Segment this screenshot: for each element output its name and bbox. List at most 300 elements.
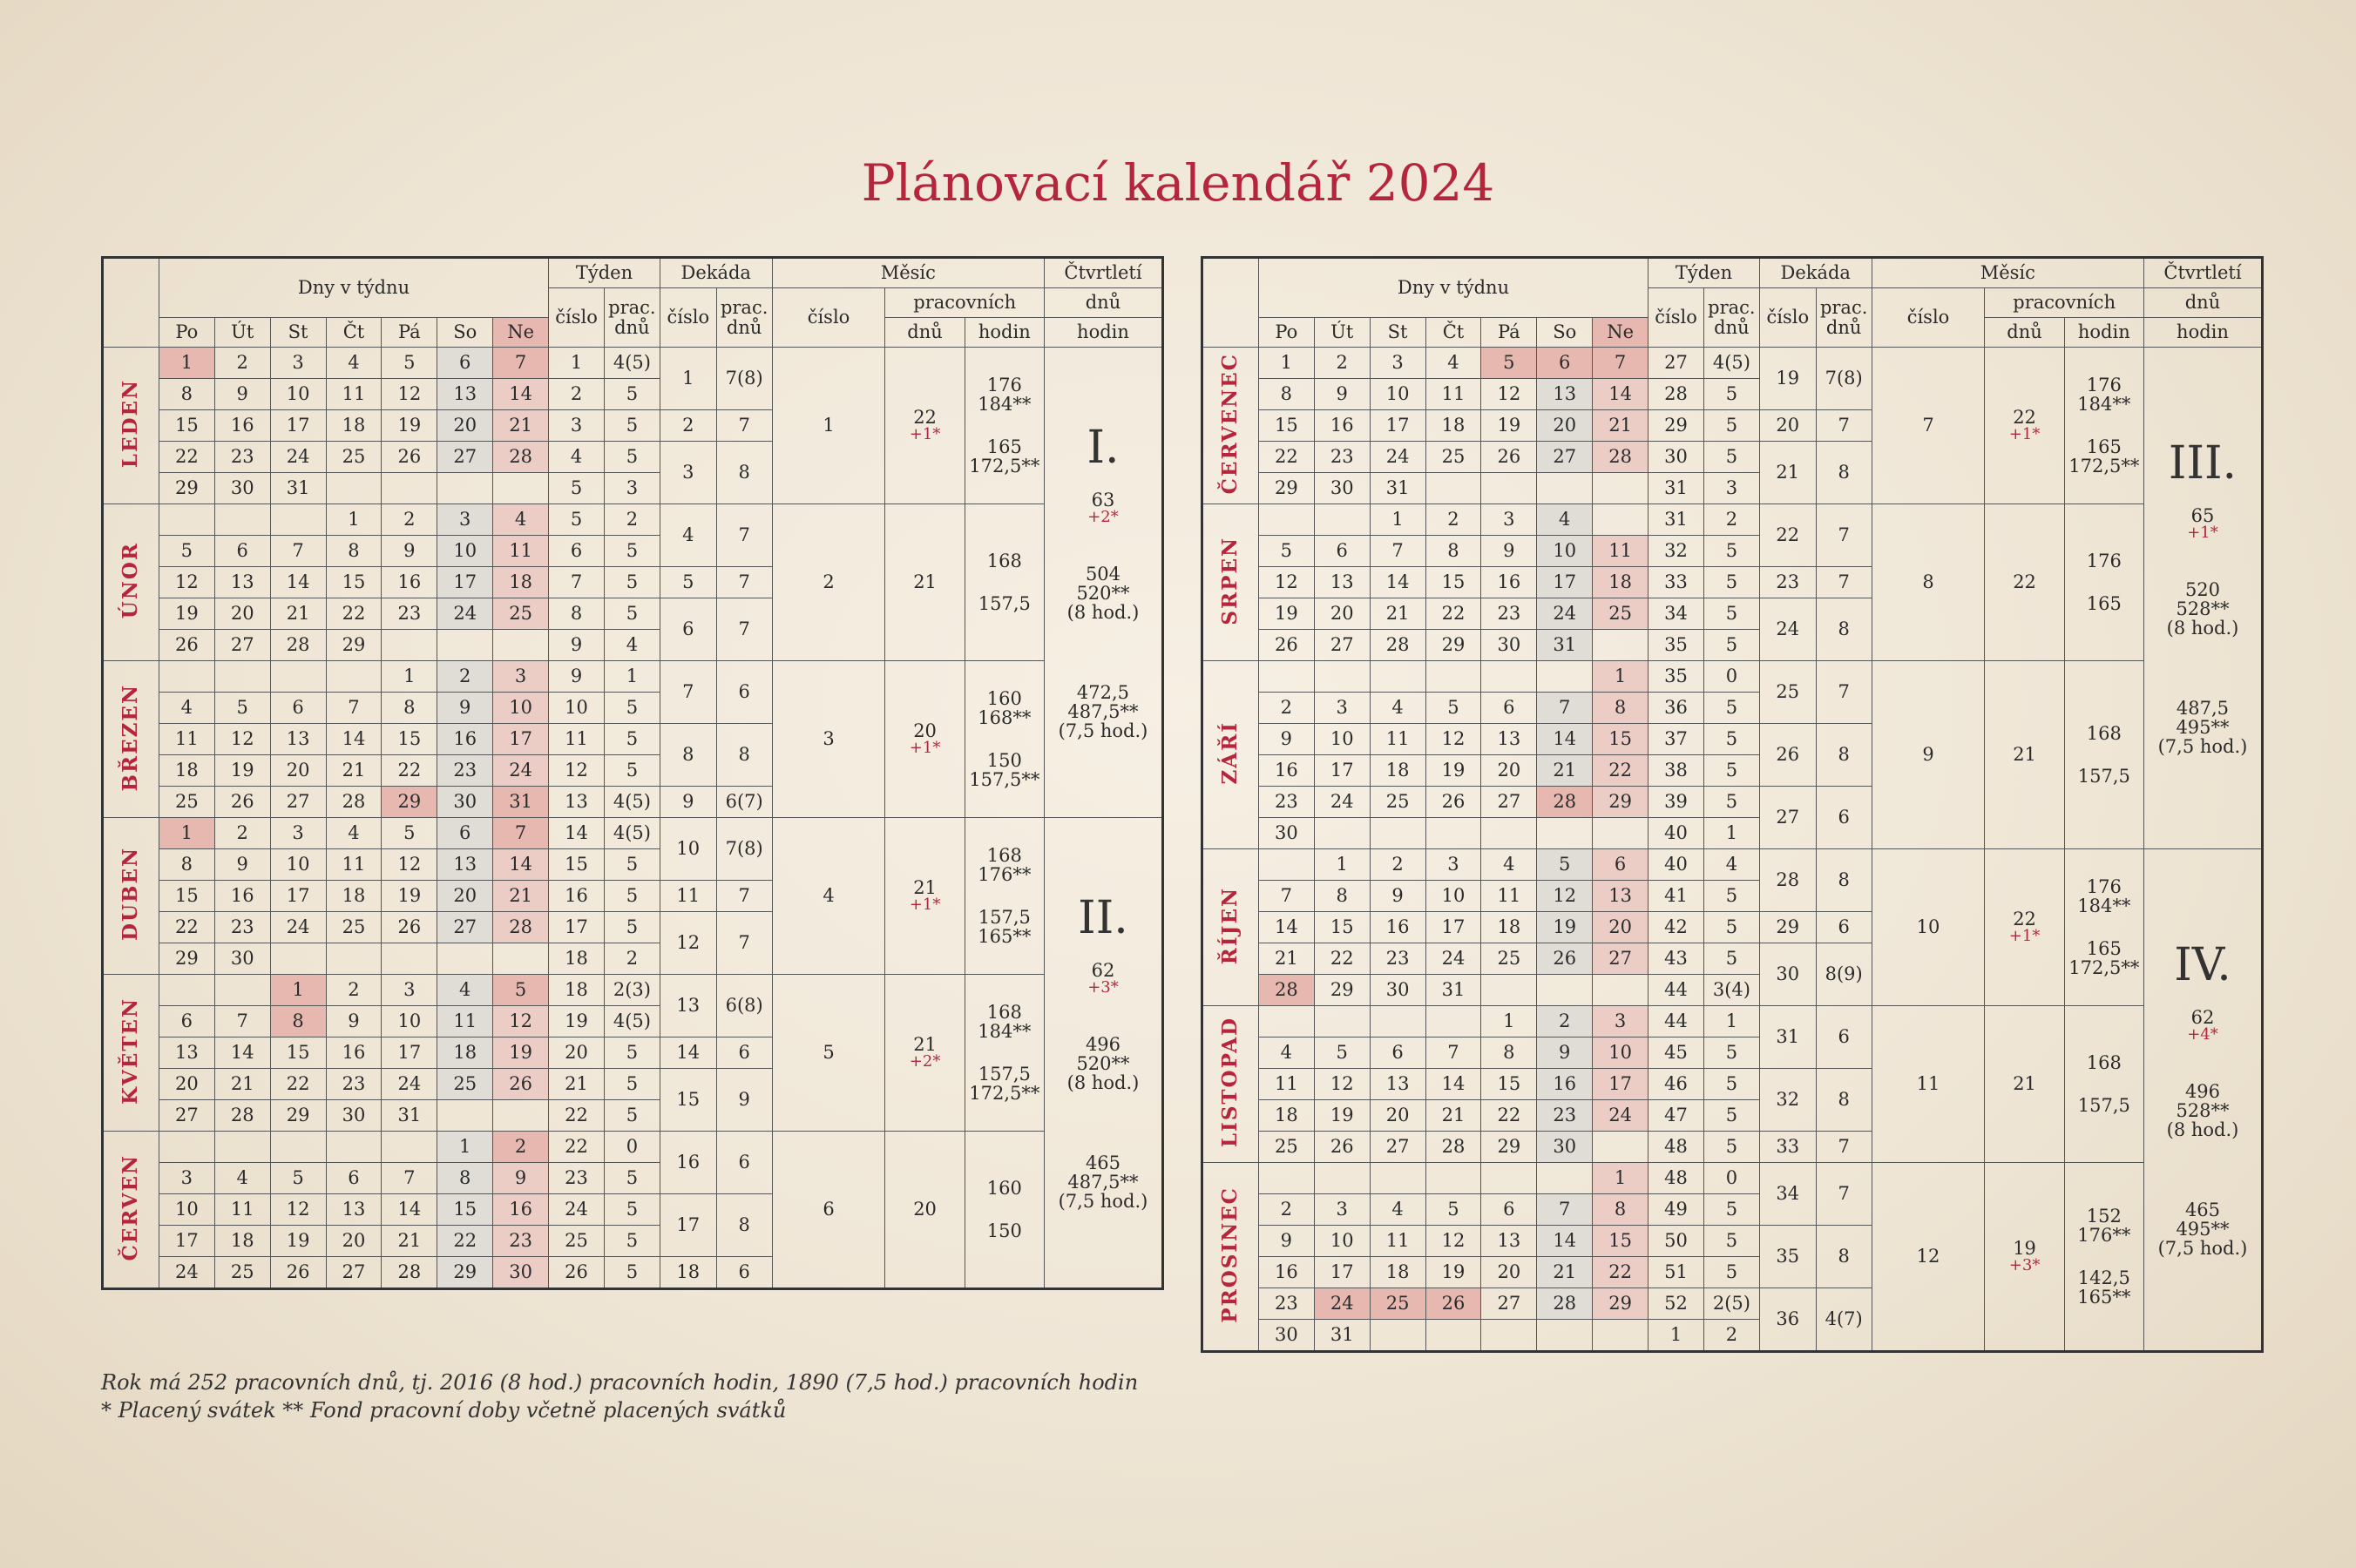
day-cell: 31 xyxy=(1425,975,1481,1006)
day-cell xyxy=(214,975,270,1006)
decade-workdays: 8 xyxy=(1816,1226,1872,1288)
week-number: 35 xyxy=(1649,661,1704,693)
month-hours xyxy=(965,661,1044,818)
day-cell: 15 xyxy=(382,724,437,755)
day-cell: 17 xyxy=(437,567,493,598)
month-hours-line: 172,5** xyxy=(2068,956,2140,978)
quarter-hours-h5: 495** xyxy=(2176,717,2230,739)
day-cell: 1 xyxy=(382,661,437,693)
header-cislo-2: číslo xyxy=(660,288,716,348)
header-prac_dnu-1: prac. dnů xyxy=(604,288,660,348)
decade-workdays: 6(8) xyxy=(716,975,772,1037)
day-cell: 14 xyxy=(493,849,549,881)
month-hours-line: 165 xyxy=(2086,937,2122,959)
day-cell: 9 xyxy=(493,1163,549,1194)
week-workdays: 1 xyxy=(604,661,660,693)
month-hours-line xyxy=(2065,415,2143,437)
week-number: 18 xyxy=(549,943,605,975)
month-number: 8 xyxy=(1872,504,1985,661)
decade-workdays: 8 xyxy=(1816,1069,1872,1132)
day-cell: 27 xyxy=(270,787,326,818)
week-workdays: 5 xyxy=(1703,724,1759,755)
day-cell: 6 xyxy=(1537,348,1593,379)
day-cell: 24 xyxy=(270,912,326,943)
week-workdays: 0 xyxy=(1703,1163,1759,1194)
day-cell: 5 xyxy=(159,536,214,567)
day-cell: 3 xyxy=(1314,693,1370,724)
day-cell: 15 xyxy=(270,1037,326,1069)
day-cell xyxy=(1370,1163,1425,1194)
header-cislo-0: číslo xyxy=(549,288,605,348)
day-cell: 23 xyxy=(1537,1100,1593,1132)
month-workdays-value: 20 xyxy=(913,720,937,742)
decade-workdays: 7 xyxy=(1816,410,1872,442)
day-cell: 26 xyxy=(1258,630,1314,661)
quarter-roman: III. xyxy=(2168,436,2238,490)
month-name-cell xyxy=(103,348,159,504)
day-cell: 11 xyxy=(1258,1069,1314,1100)
day-cell: 8 xyxy=(1593,693,1649,724)
week-number: 39 xyxy=(1649,787,1704,818)
week-workdays: 5 xyxy=(604,1100,660,1132)
day-cell: 3 xyxy=(1425,849,1481,881)
month-workdays-value: 21 xyxy=(2013,744,2036,766)
day-cell: 5 xyxy=(382,348,437,379)
day-cell: 15 xyxy=(1593,724,1649,755)
week-number: 44 xyxy=(1649,1006,1704,1037)
week-number: 44 xyxy=(1649,975,1704,1006)
day-cell: 7 xyxy=(1258,881,1314,912)
decade-number: 23 xyxy=(1759,567,1816,598)
day-cell: 22 xyxy=(159,442,214,473)
day-cell: 2 xyxy=(1258,1194,1314,1226)
day-cell: 26 xyxy=(270,1257,326,1289)
day-cell: 10 xyxy=(270,379,326,410)
month-hours xyxy=(2064,348,2143,504)
day-cell: 16 xyxy=(437,724,493,755)
decade-number: 25 xyxy=(1759,661,1816,724)
day-cell: 27 xyxy=(437,912,493,943)
day-cell: 23 xyxy=(382,598,437,630)
quarter-hours-h1: 496 xyxy=(2184,1081,2221,1103)
month-name: BŘEZEN xyxy=(118,683,143,792)
day-cell: 16 xyxy=(1481,567,1537,598)
day-cell xyxy=(1425,1163,1481,1194)
day-cell: 6 xyxy=(1593,849,1649,881)
quarter-hours-h5: 487,5** xyxy=(1067,701,1139,723)
day-cell: 10 xyxy=(493,693,549,724)
week-workdays: 4(5) xyxy=(604,818,660,849)
week-workdays: 5 xyxy=(604,1257,660,1289)
header-month-hodin: hodin xyxy=(965,318,1044,348)
day-cell: 2 xyxy=(493,1132,549,1163)
day-cell xyxy=(382,630,437,661)
week-number: 11 xyxy=(549,724,605,755)
week-workdays: 5 xyxy=(604,693,660,724)
week-number: 29 xyxy=(1649,410,1704,442)
month-name-cell xyxy=(1202,348,1259,504)
day-cell: 22 xyxy=(1314,943,1370,975)
week-number: 1 xyxy=(549,348,605,379)
week-number: 5 xyxy=(549,473,605,504)
day-cell: 5 xyxy=(382,818,437,849)
month-name-cell xyxy=(103,661,159,818)
week-workdays: 5 xyxy=(604,442,660,473)
month-workdays-value: 21 xyxy=(2013,1073,2036,1095)
week-number: 19 xyxy=(549,1006,605,1037)
day-header-5: So xyxy=(1537,318,1593,348)
decade-workdays: 7 xyxy=(1816,1163,1872,1226)
quarter-cell xyxy=(1044,348,1162,818)
day-cell: 27 xyxy=(1481,787,1537,818)
day-cell: 27 xyxy=(1537,442,1593,473)
day-cell: 3 xyxy=(270,818,326,849)
day-cell: 22 xyxy=(382,755,437,787)
month-hours-line xyxy=(965,885,1044,908)
week-number: 28 xyxy=(1649,379,1704,410)
quarter-hours-h3: (8 hod.) xyxy=(2166,1119,2239,1141)
day-cell: 26 xyxy=(159,630,214,661)
day-cell: 26 xyxy=(382,912,437,943)
day-cell xyxy=(1314,818,1370,849)
decade-number: 30 xyxy=(1759,943,1816,1006)
day-cell: 20 xyxy=(1537,410,1593,442)
day-cell: 2 xyxy=(1370,849,1425,881)
week-workdays: 4(5) xyxy=(604,1006,660,1037)
day-cell: 13 xyxy=(214,567,270,598)
header-month-dnu: dnů xyxy=(885,318,965,348)
day-cell xyxy=(1314,1006,1370,1037)
quarter-roman: II. xyxy=(1078,891,1128,944)
day-cell: 8 xyxy=(1481,1037,1537,1069)
day-cell: 10 xyxy=(159,1194,214,1226)
month-workdays xyxy=(1985,849,2064,1006)
month-hours-line: 165 xyxy=(986,436,1022,457)
day-cell: 21 xyxy=(493,410,549,442)
decade-number: 17 xyxy=(660,1194,716,1257)
day-cell: 24 xyxy=(1314,787,1370,818)
day-cell: 13 xyxy=(437,849,493,881)
day-cell: 13 xyxy=(1481,1226,1537,1257)
week-number: 13 xyxy=(549,787,605,818)
day-cell xyxy=(326,661,382,693)
quarter-hours-h6: (7,5 hod.) xyxy=(1058,720,1148,742)
decade-number: 18 xyxy=(660,1257,716,1289)
month-name: DUBEN xyxy=(118,847,143,942)
quarter-hours-h5: 487,5** xyxy=(1067,1172,1139,1193)
day-cell: 23 xyxy=(1314,442,1370,473)
day-cell: 1 xyxy=(326,504,382,536)
day-cell: 2 xyxy=(214,348,270,379)
month-hours-line: 184** xyxy=(978,394,1032,416)
decade-number: 33 xyxy=(1759,1132,1816,1163)
month-name: ČERVENEC xyxy=(1218,353,1242,495)
header-prac_dnu-1: prac. dnů xyxy=(1703,288,1759,348)
day-cell: 23 xyxy=(1370,943,1425,975)
day-cell: 13 xyxy=(1593,881,1649,912)
day-cell: 10 xyxy=(437,536,493,567)
decade-workdays: 8 xyxy=(1816,724,1872,787)
day-cell: 14 xyxy=(1370,567,1425,598)
header-q-dnu: dnů xyxy=(2143,288,2262,318)
month-number: 5 xyxy=(772,975,885,1132)
day-cell: 6 xyxy=(437,818,493,849)
day-cell: 6 xyxy=(437,348,493,379)
day-cell: 19 xyxy=(1537,912,1593,943)
day-cell: 20 xyxy=(1370,1100,1425,1132)
day-cell: 5 xyxy=(214,693,270,724)
decade-workdays: 7 xyxy=(1816,1132,1872,1163)
day-cell: 8 xyxy=(1314,881,1370,912)
month-hours-line: 165** xyxy=(978,925,1032,947)
month-hours-line: 184** xyxy=(2077,394,2131,416)
day-cell: 17 xyxy=(493,724,549,755)
decade-workdays: 7 xyxy=(716,567,772,598)
day-cell: 26 xyxy=(1537,943,1593,975)
month-hours-line xyxy=(965,571,1044,594)
day-cell: 18 xyxy=(1370,1257,1425,1288)
header-prac_dnu-3: prac. dnů xyxy=(716,288,772,348)
day-cell: 1 xyxy=(1314,849,1370,881)
week-number: 18 xyxy=(549,975,605,1006)
month-hours-line: 168 xyxy=(2086,723,2122,745)
week-number: 33 xyxy=(1649,567,1704,598)
day-cell: 27 xyxy=(1314,630,1370,661)
decade-number: 28 xyxy=(1759,849,1816,912)
day-cell: 21 xyxy=(1537,1257,1593,1288)
month-workdays xyxy=(885,661,965,818)
decade-number: 12 xyxy=(660,912,716,975)
day-cell: 25 xyxy=(437,1069,493,1100)
day-cell xyxy=(1258,1163,1314,1194)
quarter-days: 65 xyxy=(2190,505,2215,527)
day-cell xyxy=(437,1100,493,1132)
day-cell: 14 xyxy=(270,567,326,598)
day-cell xyxy=(1481,1320,1537,1352)
month-hours-line xyxy=(2065,916,2143,939)
day-cell: 28 xyxy=(1258,975,1314,1006)
day-cell xyxy=(1593,630,1649,661)
day-cell xyxy=(270,1132,326,1163)
header-cislo-0: číslo xyxy=(1649,288,1704,348)
day-cell: 22 xyxy=(1258,442,1314,473)
day-cell xyxy=(1481,1163,1537,1194)
footnote-line2: * Placený svátek ** Fond pracovní doby včetně placených svátků xyxy=(101,1398,787,1423)
day-cell: 21 xyxy=(214,1069,270,1100)
day-cell: 29 xyxy=(1593,1288,1649,1320)
day-cell: 6 xyxy=(326,1163,382,1194)
day-cell: 19 xyxy=(1258,598,1314,630)
footnote-line1: Rok má 252 pracovních dnů, tj. 2016 (8 hod.) pracovních hodin, 1890 (7,5 hod.) pracovních hodin xyxy=(101,1370,1139,1395)
day-cell: 20 xyxy=(437,410,493,442)
day-header-4: Pá xyxy=(382,318,437,348)
week-row xyxy=(103,504,1163,536)
day-cell: 16 xyxy=(382,567,437,598)
day-cell: 12 xyxy=(1481,379,1537,410)
day-cell: 12 xyxy=(1537,881,1593,912)
quarter-hours-h2: 520** xyxy=(1076,583,1130,605)
month-hours-line: 157,5 xyxy=(978,1063,1031,1085)
week-number: 20 xyxy=(549,1037,605,1069)
day-cell: 31 xyxy=(1314,1320,1370,1352)
decade-number: 21 xyxy=(1759,442,1816,504)
month-number: 9 xyxy=(1872,661,1985,849)
quarter-hours-h2: 528** xyxy=(2176,598,2230,620)
day-cell: 18 xyxy=(1593,567,1649,598)
week-workdays: 5 xyxy=(1703,943,1759,975)
quarter-hours-h3: (8 hod.) xyxy=(1066,602,1140,624)
day-cell: 30 xyxy=(1370,975,1425,1006)
week-number: 2 xyxy=(549,379,605,410)
month-hours xyxy=(2064,504,2143,661)
decade-number: 14 xyxy=(660,1037,716,1069)
day-cell: 12 xyxy=(382,849,437,881)
decade-number: 11 xyxy=(660,881,716,912)
header-month-cislo: číslo xyxy=(1872,288,1985,348)
month-hours-line: 184** xyxy=(978,1021,1032,1043)
day-cell: 29 xyxy=(270,1100,326,1132)
month-hours-line: 160 xyxy=(986,688,1022,710)
week-number: 36 xyxy=(1649,693,1704,724)
quarter-roman: IV. xyxy=(2174,938,2231,991)
decade-number: 10 xyxy=(660,818,716,881)
day-cell: 4 xyxy=(326,818,382,849)
day-cell: 22 xyxy=(270,1069,326,1100)
day-cell xyxy=(1593,504,1649,536)
day-cell: 5 xyxy=(1537,849,1593,881)
day-cell: 19 xyxy=(214,755,270,787)
month-workdays-extra: +1* xyxy=(909,739,941,758)
decade-number: 4 xyxy=(660,504,716,567)
decade-number: 5 xyxy=(660,567,716,598)
day-cell: 21 xyxy=(1370,598,1425,630)
day-cell: 9 xyxy=(214,379,270,410)
week-number: 48 xyxy=(1649,1132,1704,1163)
day-cell: 22 xyxy=(1593,755,1649,787)
day-cell: 20 xyxy=(437,881,493,912)
month-hours-line: 157,5 xyxy=(978,906,1031,928)
day-cell: 13 xyxy=(1314,567,1370,598)
month-hours-line: 168 xyxy=(986,551,1022,572)
week-row xyxy=(103,661,1163,693)
day-cell: 23 xyxy=(437,755,493,787)
day-cell: 19 xyxy=(382,410,437,442)
header-week: Týden xyxy=(1649,258,1760,288)
day-cell xyxy=(1314,1163,1370,1194)
week-row xyxy=(1202,504,2263,536)
day-cell: 13 xyxy=(270,724,326,755)
decade-workdays: 6 xyxy=(716,1257,772,1289)
month-workdays-extra: +3* xyxy=(2008,1256,2041,1275)
day-cell: 24 xyxy=(1370,442,1425,473)
month-number: 2 xyxy=(772,504,885,661)
day-cell xyxy=(1537,473,1593,504)
day-cell: 2 xyxy=(382,504,437,536)
day-cell: 22 xyxy=(326,598,382,630)
month-workdays xyxy=(885,818,965,975)
day-cell xyxy=(1314,661,1370,693)
month-hours xyxy=(2064,1006,2143,1163)
month-hours-line: 176 xyxy=(986,375,1022,396)
day-cell: 22 xyxy=(1593,1257,1649,1288)
day-cell xyxy=(270,504,326,536)
day-header-5: So xyxy=(437,318,493,348)
day-cell: 18 xyxy=(437,1037,493,1069)
day-header-6: Ne xyxy=(493,318,549,348)
day-cell: 28 xyxy=(270,630,326,661)
week-number: 1 xyxy=(1649,1320,1704,1352)
week-number: 22 xyxy=(549,1132,605,1163)
decade-number: 34 xyxy=(1759,1163,1816,1226)
day-cell: 6 xyxy=(1481,1194,1537,1226)
week-number: 42 xyxy=(1649,912,1704,943)
day-cell: 23 xyxy=(1258,1288,1314,1320)
day-cell: 14 xyxy=(1425,1069,1481,1100)
day-cell: 5 xyxy=(493,975,549,1006)
month-number: 12 xyxy=(1872,1163,1985,1352)
week-number: 43 xyxy=(1649,943,1704,975)
day-cell: 18 xyxy=(1258,1100,1314,1132)
day-header-0: Po xyxy=(159,318,214,348)
month-name: ÚNOR xyxy=(118,542,143,619)
month-workdays-value: 19 xyxy=(2013,1238,2036,1260)
day-cell: 30 xyxy=(1314,473,1370,504)
day-cell: 22 xyxy=(1425,598,1481,630)
day-header-1: Út xyxy=(1314,318,1370,348)
day-cell xyxy=(214,504,270,536)
month-workdays xyxy=(885,504,965,661)
month-workdays xyxy=(1985,1163,2064,1352)
quarter-days-extra: +2* xyxy=(1087,508,1119,527)
month-number: 10 xyxy=(1872,849,1985,1006)
day-cell: 27 xyxy=(214,630,270,661)
day-cell xyxy=(493,473,549,504)
week-workdays: 5 xyxy=(604,379,660,410)
day-cell: 2 xyxy=(1258,693,1314,724)
month-workdays-extra: +1* xyxy=(2008,425,2041,444)
day-cell: 25 xyxy=(1258,1132,1314,1163)
week-workdays: 4 xyxy=(604,630,660,661)
day-cell: 5 xyxy=(1425,693,1481,724)
day-cell: 11 xyxy=(214,1194,270,1226)
day-cell: 2 xyxy=(326,975,382,1006)
decade-number: 29 xyxy=(1759,912,1816,943)
day-cell: 5 xyxy=(1425,1194,1481,1226)
quarter-hours-h5: 495** xyxy=(2176,1219,2230,1240)
day-cell: 20 xyxy=(270,755,326,787)
day-cell: 16 xyxy=(214,410,270,442)
day-cell: 19 xyxy=(1314,1100,1370,1132)
day-cell: 10 xyxy=(1425,881,1481,912)
day-cell: 14 xyxy=(214,1037,270,1069)
day-cell: 16 xyxy=(1370,912,1425,943)
quarter-cell xyxy=(1044,818,1162,1289)
day-cell: 30 xyxy=(437,787,493,818)
week-number: 40 xyxy=(1649,849,1704,881)
day-cell: 28 xyxy=(382,1257,437,1289)
day-header-3: Čt xyxy=(326,318,382,348)
week-number: 48 xyxy=(1649,1163,1704,1194)
week-number: 27 xyxy=(1649,348,1704,379)
month-workdays-value: 22 xyxy=(2013,909,2036,930)
day-cell: 24 xyxy=(1425,943,1481,975)
day-cell: 7 xyxy=(1537,693,1593,724)
day-cell: 20 xyxy=(1593,912,1649,943)
week-number: 9 xyxy=(549,630,605,661)
day-cell: 29 xyxy=(159,473,214,504)
day-cell: 9 xyxy=(1370,881,1425,912)
day-cell: 2 xyxy=(437,661,493,693)
